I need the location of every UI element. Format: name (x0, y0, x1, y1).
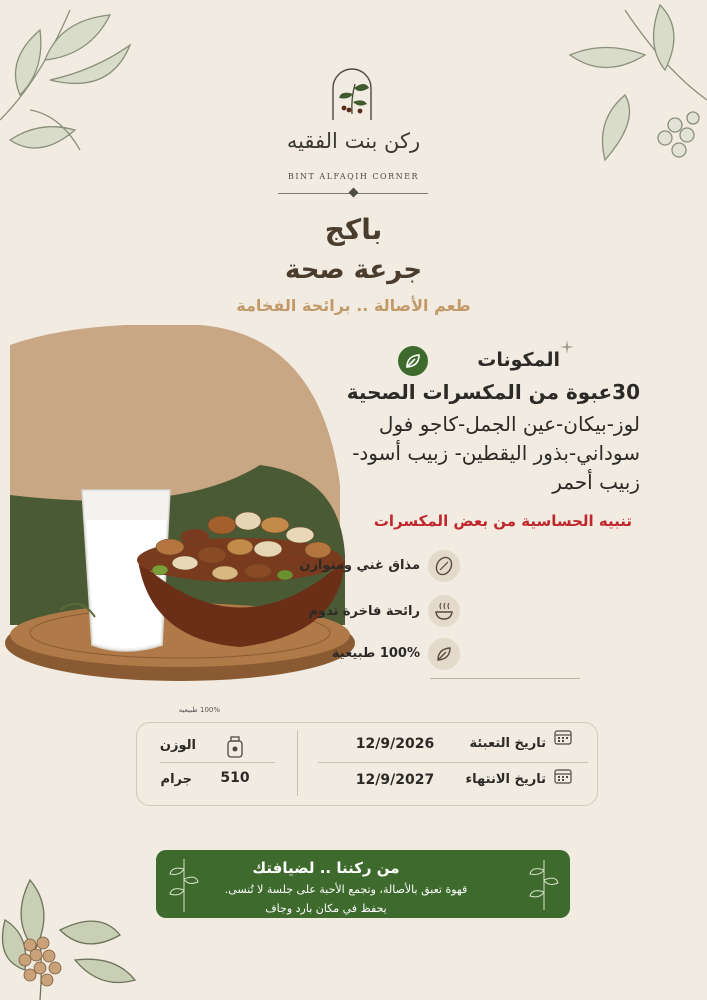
product-info-card (136, 722, 598, 806)
botanical-top-right-decoration (565, 0, 707, 180)
feature-natural: 100% طبيعية (331, 646, 420, 661)
product-image (0, 325, 360, 687)
nut-icon (428, 550, 460, 582)
botanical-bottom-left-decoration (0, 840, 140, 1000)
feature-aroma: رائحة فاخرة تدوم (308, 604, 420, 619)
brand-divider-diamond (349, 188, 359, 198)
banner-headline: من ركننا .. لضيافتك (252, 859, 400, 877)
natural-note: 100% طبيعيه (178, 706, 220, 714)
feature-taste: مذاق غني ومتوازن (299, 558, 420, 573)
info-divider-vertical (297, 730, 298, 796)
banner-description: قهوة تعبق بالأصالة، وتجمع الأحبة على جلسة لا تُنسى. (224, 883, 468, 896)
allergy-warning: تنبيه الحساسية من بعض المكسرات (373, 512, 632, 530)
dates-divider (318, 762, 588, 763)
ingredients-list: لوز-بيكان-عين الجمل-كاجو فول سوداني-بذور اليقطين- زبيب أسود- زبيب أحمر (352, 412, 640, 494)
brand-name-english: BINT ALFAQIH CORNER (288, 172, 419, 181)
expiry-date-value: 12/9/2027 (355, 772, 435, 788)
pack-date-value: 12/9/2026 (355, 736, 435, 752)
weight-divider (160, 762, 275, 763)
ingredients-leaf-icon (398, 346, 428, 376)
page-subtitle: جرعة صحة (284, 255, 423, 285)
storage-instruction: يحفظ في مكان بارد وجاف (265, 902, 387, 915)
weight-unit: جرام (160, 772, 192, 787)
ingredients-title: المكونات (477, 349, 560, 371)
calendar-icon (554, 768, 572, 784)
leaf-icon (428, 638, 460, 670)
brand-name-arabic: ركن بنت الفقيه (286, 129, 421, 153)
ingredients-headline: 30عبوة من المكسرات الصحية (346, 380, 640, 404)
aroma-bowl-icon (428, 595, 460, 627)
weight-jar-icon (226, 736, 244, 758)
brand-logo-icon (329, 66, 375, 122)
tagline: طعم الأصالة .. برائحة الفخامة (236, 296, 471, 315)
weight-value: 510 (220, 770, 250, 786)
features-divider (430, 678, 580, 679)
sparkle-icon (560, 340, 574, 354)
page-title: باكج (324, 213, 383, 246)
weight-label: الوزن (159, 738, 196, 753)
expiry-date-label: تاريخ الانتهاء (465, 772, 546, 787)
calendar-icon (554, 729, 572, 745)
botanical-top-left-decoration (0, 0, 140, 200)
pack-date-label: تاريخ التعبئة (469, 736, 546, 751)
